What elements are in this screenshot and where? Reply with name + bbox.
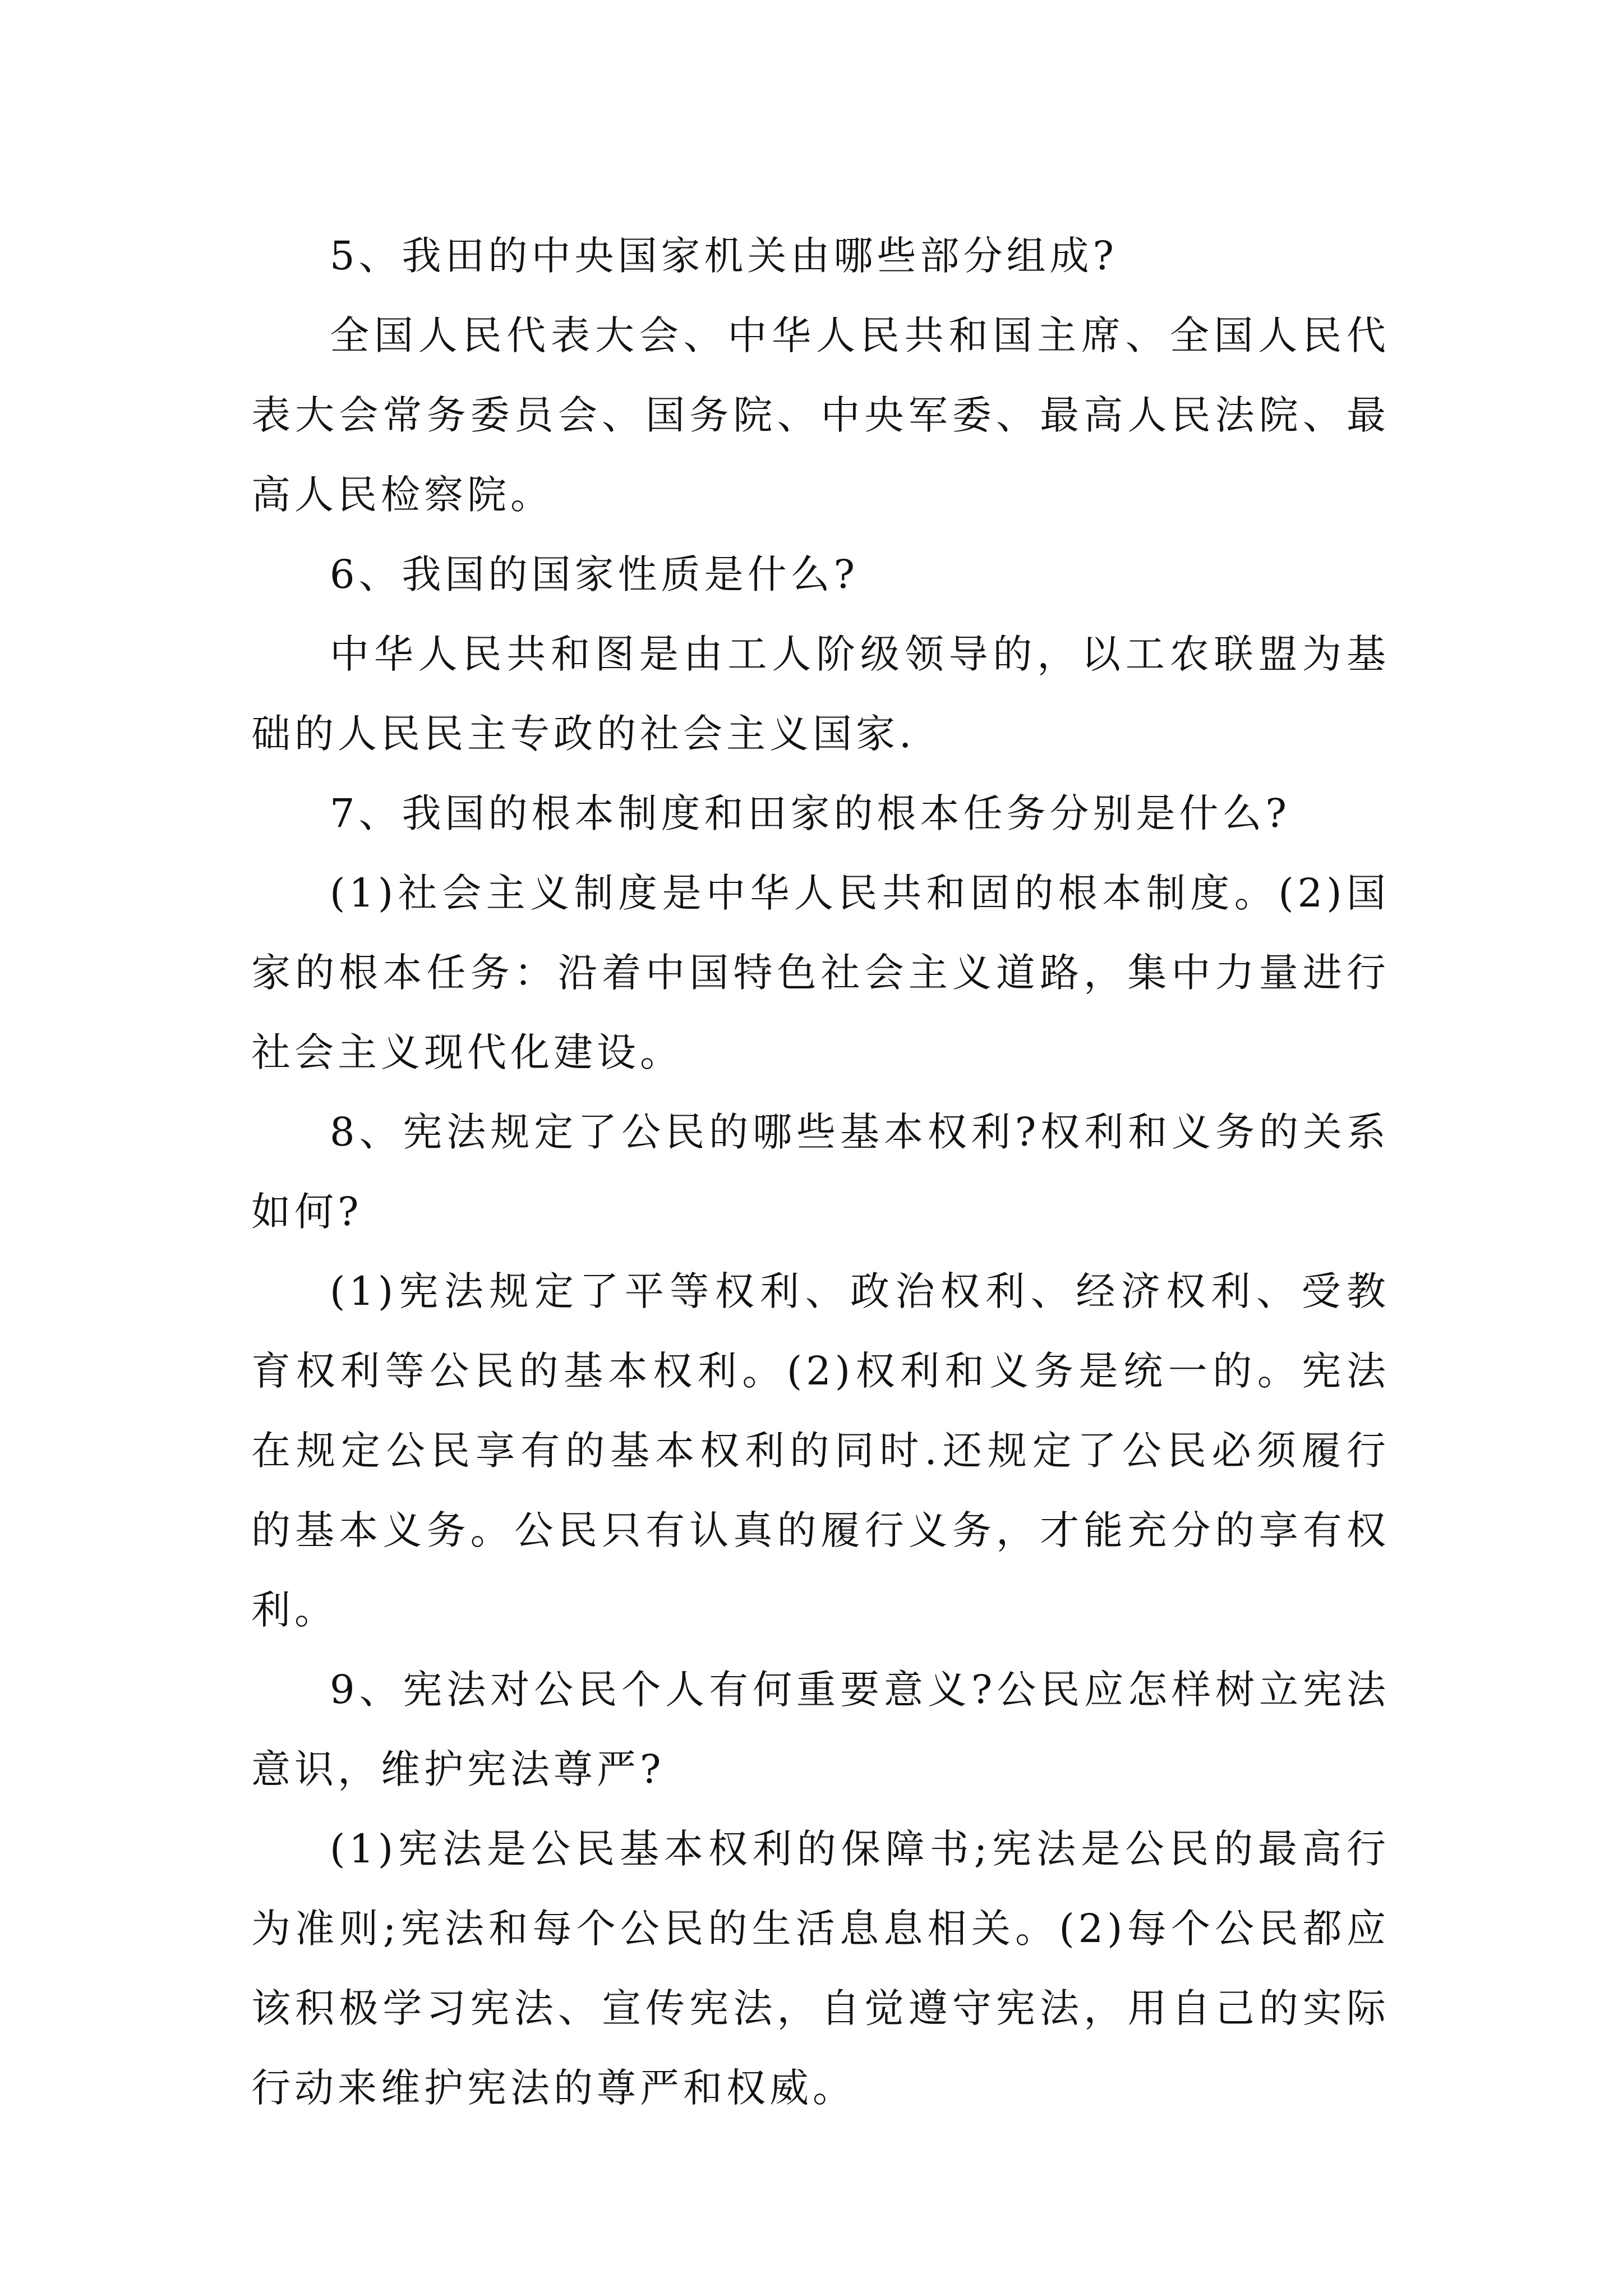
answer-6: 中华人民共和图是由工人阶级领导的，以工农联盟为基础的人民民主专政的社会主义国家. [251,631,1390,757]
answer-9: (1)宪法是公民基本权利的保障书;宪法是公民的最高行为准则;宪法和每个公民的生活息息相关。(2)每个公民都应该积极学习宪法、宣传宪法，自觉遵守宪法，用自己的实际行动来维护宪法的尊严和权威。 [251,1826,1390,2111]
answer-5: 全国人民代表大会、中华人民共和国主席、全国人民代表大会常务委员会、国务院、中央军委、最高人民法院、最高人民检察院。 [251,312,1390,518]
answer-7: (1)社会主义制度是中华人民共和固的根本制度。(2)国家的根本任务：沿着中国特色社会主义道路，集中力量进行社会主义现代化建设。 [251,870,1390,1075]
question-6: 6、我国的国家性质是什么? [330,551,859,597]
document-body [251,216,1390,2128]
question-8: 8、宪法规定了公民的哪些基本权利?权利和义务的关系如何? [251,1109,1390,1235]
answer-8: (1)宪法规定了平等权利、政治权利、经济权利、受教育权利等公民的基本权利。(2)权利和义务是统一的。宪法在规定公民享有的基本权利的同时.还规定了公民必须履行的基本义务。公民只有认真的履行义务，才能充分的享有权利。 [251,1268,1390,1633]
question-5: 5、我田的中央国家机关由哪些部分组成? [330,233,1118,279]
question-7: 7、我国的根本制度和田家的根本任务分别是什么? [330,790,1291,836]
question-9: 9、宪法对公民个人有何重要意义?公民应怎样树立宪法意识，维护宪法尊严? [251,1667,1390,1792]
